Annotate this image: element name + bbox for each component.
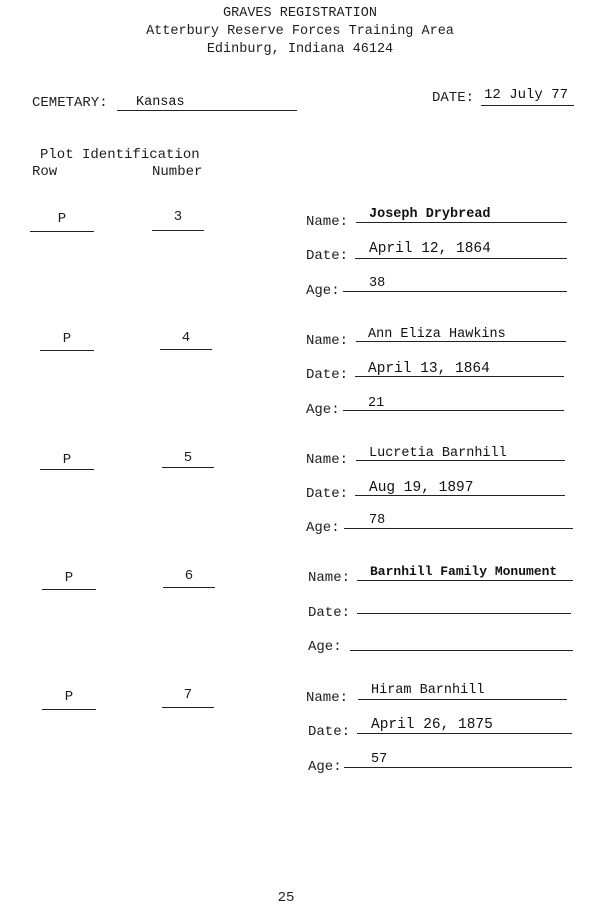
number-underline [162, 467, 214, 468]
row-underline [42, 709, 96, 710]
entry-number: 5 [183, 450, 193, 466]
age-underline [343, 291, 567, 292]
entry-age: 38 [369, 276, 386, 291]
date-field-label: Date: [306, 248, 349, 264]
name-label: Name: [306, 690, 349, 706]
name-underline [356, 222, 567, 223]
entry-row: P [64, 570, 74, 586]
entry-date: April 26, 1875 [371, 717, 493, 733]
date-field-label: Date: [308, 605, 351, 621]
name-label: Name: [308, 570, 351, 586]
number-underline [163, 587, 215, 588]
row-underline [30, 231, 94, 232]
age-label: Age: [308, 759, 342, 775]
name-underline [356, 341, 566, 342]
header-title: GRAVES REGISTRATION [223, 6, 377, 21]
entry-name: Barnhill Family Monument [370, 564, 558, 579]
date-field-label: Date: [306, 367, 349, 383]
row-underline [40, 350, 94, 351]
entry-row: P [62, 331, 72, 347]
entry-name: Lucretia Barnhill [369, 446, 507, 461]
entry-age: 78 [369, 513, 386, 528]
date-field-underline [355, 376, 564, 377]
header-organization: Atterbury Reserve Forces Training Area [146, 24, 454, 39]
name-underline [358, 699, 567, 700]
entry-age: 57 [371, 752, 388, 767]
entry-row: P [62, 452, 72, 468]
row-column-label: Row [32, 164, 58, 180]
age-underline [350, 650, 573, 651]
cemetery-underline [117, 110, 297, 111]
cemetery-value: Kansas [136, 95, 185, 110]
row-underline [40, 469, 94, 470]
entry-row: P [64, 689, 74, 705]
name-underline [356, 460, 565, 461]
entry-number: 3 [173, 209, 183, 225]
date-value: 12 July 77 [484, 87, 569, 103]
entry-name: Hiram Barnhill [371, 683, 485, 698]
entry-number: 4 [181, 330, 191, 346]
entry-row: P [57, 211, 67, 227]
entry-name: Joseph Drybread [369, 207, 491, 222]
entry-age: 21 [368, 396, 385, 411]
age-label: Age: [306, 520, 340, 536]
age-label: Age: [306, 402, 340, 418]
age-underline [344, 767, 572, 768]
date-field-label: Date: [306, 486, 349, 502]
name-label: Name: [306, 333, 349, 349]
number-underline [152, 230, 204, 231]
entry-name: Ann Eliza Hawkins [368, 327, 506, 342]
date-field-underline [357, 733, 572, 734]
cemetery-label: CEMETARY: [32, 95, 108, 111]
number-column-label: Number [152, 164, 203, 180]
date-underline [481, 105, 574, 106]
age-label: Age: [308, 639, 342, 655]
age-underline [344, 528, 573, 529]
name-underline [357, 580, 573, 581]
date-field-underline [355, 258, 567, 259]
name-label: Name: [306, 452, 349, 468]
age-underline [343, 410, 564, 411]
entry-date: April 13, 1864 [368, 361, 490, 377]
entry-date: April 12, 1864 [369, 241, 491, 257]
header-address: Edinburg, Indiana 46124 [206, 42, 394, 57]
entry-number: 7 [183, 687, 193, 703]
entry-date: Aug 19, 1897 [369, 480, 474, 496]
date-field-underline [355, 495, 565, 496]
date-label: DATE: [432, 90, 475, 106]
row-underline [42, 589, 96, 590]
page-number: 25 [277, 890, 295, 906]
age-label: Age: [306, 283, 340, 299]
name-label: Name: [306, 214, 349, 230]
number-underline [160, 349, 212, 350]
date-field-label: Date: [308, 724, 351, 740]
date-field-underline [357, 613, 571, 614]
number-underline [162, 707, 214, 708]
plot-identification-heading: Plot Identification [40, 147, 200, 163]
entry-number: 6 [184, 568, 194, 584]
